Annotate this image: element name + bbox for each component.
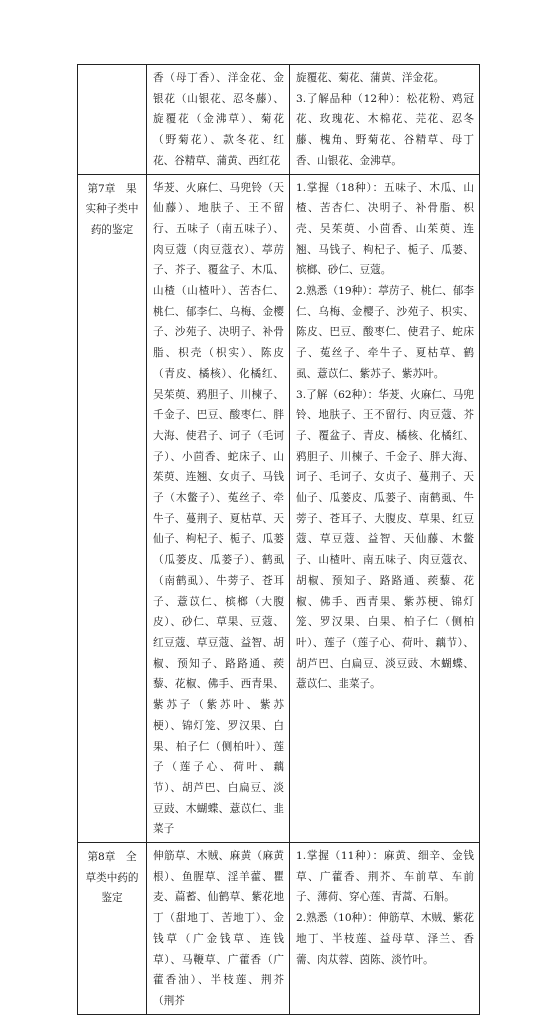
requirement-item: 2.熟悉（10种）：伸筋草、木贼、紫花地丁、半枝莲、益母草、泽兰、香薷、肉苁蓉、茵陈、淡竹叶。 [296, 912, 474, 966]
requirements-cell [290, 174, 480, 843]
requirement-item: 旋覆花、菊花、蒲黄、洋金花。 [296, 72, 445, 84]
requirement-item: 1.掌握（11种）：麻黄、细辛、金钱草、广藿香、荆芥、车前草、车前子、薄荷、穿心莲、青蒿、石斛。 [296, 850, 474, 904]
varieties-cell [147, 174, 290, 843]
requirement-item: 1.掌握（18种）：五味子、木瓜、山楂、苦杏仁、决明子、补骨脂、枳壳、吴茱萸、小茴香、山茱萸、连翘、马钱子、枸杞子、栀子、瓜蒌、槟榔、砂仁、豆蔻。 [296, 181, 474, 277]
table-row [78, 174, 480, 843]
requirement-item: 3.了解品种（12种）：松花粉、鸡冠花、玫瑰花、木棉花、芫花、忍冬藤、槐角、野菊花、谷精草、母丁香、山银花、金沸草。 [296, 92, 474, 167]
chapter-title: 第7章 果实种子类中药的鉴定 [85, 182, 139, 236]
table-row [78, 843, 480, 1015]
varieties-text: 伸筋草、木贼、麻黄（麻黄根）、鱼腥草、淫羊藿、瞿麦、萹蓄、仙鹤草、紫花地丁（甜地丁、苦地丁）、金钱草（广金钱草、连钱草）、马鞭草、广藿香（广藿香油）、半枝莲、荆芥（荆芥 [153, 850, 284, 1007]
requirements-text [290, 843, 479, 970]
requirements-cell [290, 65, 480, 175]
varieties-text: 华茇、火麻仁、马兜铃（天仙藤）、地肤子、王不留行、五味子（南五味子）、肉豆蔻（肉豆蔻衣）、葶苈子、芥子、覆盆子、木瓜、山楂（山楂叶）、苦杏仁、桃仁、郁李仁、乌梅、金樱子、沙苑子、决明子、补骨脂、枳壳（枳实）、陈皮（青皮、橘核）、化橘红、吴茱萸、鸦胆子、川楝子、千金子、巴豆、酸枣仁、胖大海、使君子、诃子（毛诃子）、小茴香、蛇床子、山茱萸、连翘、女贞子、马钱子（木鳖子）、菟丝子、牵牛子、蔓荆子、夏枯草、天仙子、枸杞子、栀子、瓜蒌（瓜蒌皮、瓜蒌子）、鹤虱（南鹤虱）、牛蒡子、苍耳子、薏苡仁、槟榔（大腹皮）、砂仁、草果、豆蔻、红豆蔻、草豆蔻、益智、胡椒、预知子、路路通、蒺藜、花椒、佛手、西青果、紫苏子（紫苏叶、紫苏梗）、锦灯笼、罗汉果、白果、柏子仁（侧柏叶）、莲子（莲子心、荷叶、藕节）、胡芦巴、白扁豆、淡豆豉、木蝴蝶、薏苡仁、韭菜子 [153, 181, 284, 836]
requirements-text [290, 65, 479, 172]
chapter-title [78, 65, 146, 69]
table-row [78, 65, 480, 175]
chapter-cell [78, 65, 147, 175]
requirement-item: 3.了解（62种）：华茇、火麻仁、马兜铃、地肤子、王不留行、肉豆蔻、芥子、覆盆子、青皮、橘核、化橘红、鸦胆子、川楝子、千金子、胖大海、诃子、毛诃子、女贞子、蔓荆子、天仙子、瓜蒌皮、瓜蒌子、南鹤虱、牛蒡子、苍耳子、大腹皮、草果、红豆蔻、草豆蔻、益智、天仙藤、木鳖子、山楂叶、南五味子、肉豆蔻衣、胡椒、预知子、路路通、蒺藜、花椒、佛手、西青果、紫苏梗、锦灯笼、罗汉果、白果、柏子仁（侧柏叶）、莲子（莲子心、荷叶、藕节）、胡芦巴、白扁豆、淡豆豉、木蝴蝶、薏苡仁、韭菜子。 [296, 388, 474, 691]
varieties-cell [147, 843, 290, 1015]
varieties-cell [147, 65, 290, 175]
varieties-text: 香（母丁香）、洋金花、金银花（山银花、忍冬藤）、旋覆花（金沸草）、菊花（野菊花）、款冬花、红花、谷精草、蒲黄、西红花 [153, 72, 284, 167]
requirement-item: 2.熟悉（19种）：葶苈子、桃仁、郁李仁、乌梅、金樱子、沙苑子、枳实、陈皮、巴豆、酸枣仁、使君子、蛇床子、菟丝子、牵牛子、夏枯草、鹤虱、薏苡仁、紫苏子、紫苏叶。 [296, 285, 474, 380]
chapter-cell [78, 843, 147, 1015]
chapter-cell [78, 174, 147, 843]
requirements-text [290, 175, 479, 696]
syllabus-table [77, 64, 480, 1015]
chapter-title: 第8章 全草类中药的鉴定 [85, 851, 139, 905]
requirements-cell [290, 843, 480, 1015]
